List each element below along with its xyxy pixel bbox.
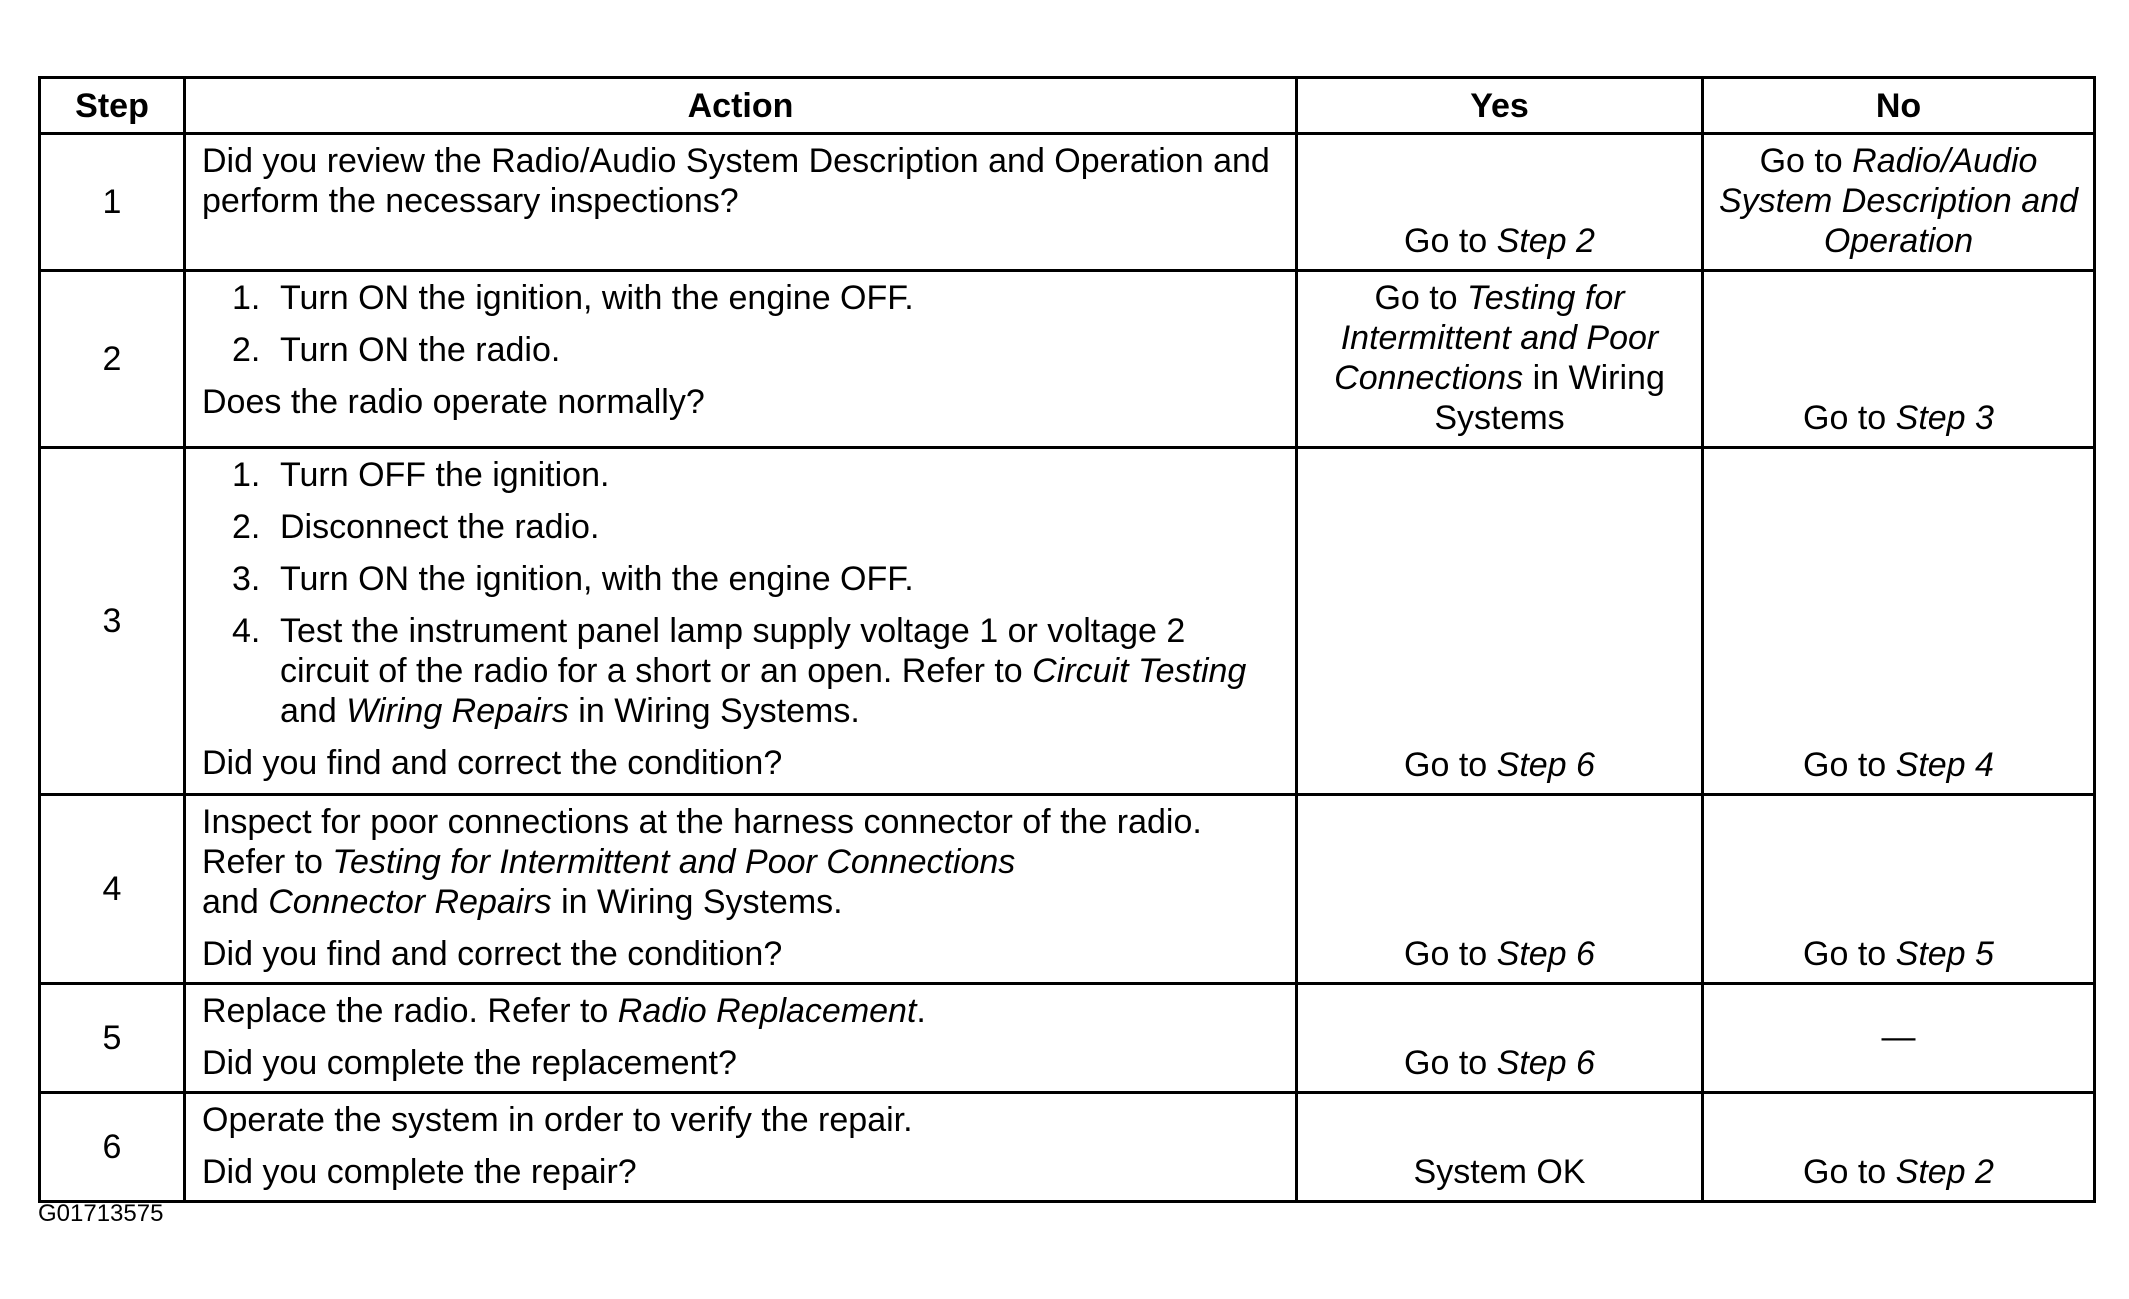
action-cell <box>185 134 1297 271</box>
yes-prefix: Go to <box>1404 1044 1497 1082</box>
diagnostic-table <box>38 76 2096 1203</box>
no-cell <box>1703 1093 2095 1202</box>
yes-prefix: Go to <box>1404 746 1497 784</box>
yes-prefix: Go to <box>1404 222 1497 260</box>
step-number: 1 <box>40 134 185 271</box>
yes-link[interactable]: Testing for Intermittent and Poor Connections <box>1334 279 1659 397</box>
action-cell <box>185 448 1297 795</box>
list-item: 2. Disconnect the radio. <box>232 508 600 546</box>
table-row <box>40 984 2095 1093</box>
yes-cell <box>1297 1093 1703 1202</box>
yes-cell <box>1297 134 1703 271</box>
no-cell <box>1703 134 2095 271</box>
table-row <box>40 271 2095 448</box>
yes-cell <box>1297 448 1703 795</box>
yes-prefix: Go to <box>1374 279 1468 317</box>
list-item: 1. Turn ON the ignition, with the engine OFF. <box>232 279 914 317</box>
action-text: Replace the radio. Refer to Radio Replacement. <box>202 992 926 1030</box>
step-number: 3 <box>40 448 185 795</box>
yes-prefix: Go to <box>1404 935 1497 973</box>
testing-intermittent-link[interactable]: Testing for Intermittent and Poor Connections <box>332 843 1016 881</box>
header-row <box>40 78 2095 134</box>
no-dash: — <box>1881 1018 1916 1056</box>
no-link[interactable]: Step 4 <box>1895 746 1994 784</box>
yes-text: System OK <box>1413 1153 1586 1191</box>
action-text: and Connector Repairs in Wiring Systems. <box>202 883 843 921</box>
action-text: Operate the system in order to verify the repair. <box>202 1101 913 1139</box>
no-prefix: Go to <box>1803 399 1896 437</box>
list-item: 2. Turn ON the radio. <box>232 331 561 369</box>
action-question: Did you complete the replacement? <box>202 1044 737 1082</box>
yes-link[interactable]: Step 2 <box>1496 222 1595 260</box>
action-text: Inspect for poor connections at the harness connector of the radio. <box>202 803 1202 841</box>
list-item: 4. Test the instrument panel lamp supply voltage 1 or voltage 2 circuit of the radio for a short or an open. Refer to Circuit Testing and Wiring Repairs in Wiring Systems. <box>232 612 1247 730</box>
circuit-testing-link[interactable]: Circuit Testing <box>1032 652 1247 690</box>
wiring-repairs-link[interactable]: Wiring Repairs <box>346 692 569 730</box>
table-row <box>40 134 2095 271</box>
action-question: Did you complete the repair? <box>202 1153 637 1191</box>
no-prefix: Go to <box>1803 1153 1896 1191</box>
step-number: 2 <box>40 271 185 448</box>
figure-id: G01713575 <box>38 1200 164 1227</box>
no-prefix: Go to <box>1803 746 1896 784</box>
action-question: Did you find and correct the condition? <box>202 935 783 973</box>
step-number: 5 <box>40 984 185 1093</box>
no-link[interactable]: Step 5 <box>1895 935 1994 973</box>
radio-replacement-link[interactable]: Radio Replacement <box>617 992 917 1030</box>
action-text: Did you review the Radio/Audio System Description and Operation and perform the necessary inspections? <box>202 142 1270 220</box>
header-no: No <box>1703 78 2095 134</box>
no-cell <box>1703 795 2095 984</box>
step-number: 6 <box>40 1093 185 1202</box>
step-number: 4 <box>40 795 185 984</box>
action-question: Does the radio operate normally? <box>202 383 705 421</box>
table-row <box>40 795 2095 984</box>
yes-cell <box>1297 271 1703 448</box>
no-link[interactable]: Step 2 <box>1895 1153 1994 1191</box>
list-item: 1. Turn OFF the ignition. <box>232 456 610 494</box>
action-cell <box>185 795 1297 984</box>
header-step: Step <box>40 78 185 134</box>
action-cell <box>185 1093 1297 1202</box>
no-prefix: Go to <box>1803 935 1896 973</box>
no-link[interactable]: Radio/Audio System Description and Operation <box>1718 142 2079 260</box>
table-row <box>40 448 2095 795</box>
action-text: Refer to Testing for Intermittent and Poor Connections <box>202 843 1016 881</box>
no-prefix: Go to <box>1759 142 1853 180</box>
action-question: Did you find and correct the condition? <box>202 744 783 782</box>
header-yes: Yes <box>1297 78 1703 134</box>
connector-repairs-link[interactable]: Connector Repairs <box>268 883 552 921</box>
yes-cell <box>1297 984 1703 1093</box>
yes-link[interactable]: Step 6 <box>1496 1044 1595 1082</box>
yes-link[interactable]: Step 6 <box>1496 746 1595 784</box>
action-cell <box>185 271 1297 448</box>
table-row <box>40 1093 2095 1202</box>
yes-cell <box>1297 795 1703 984</box>
yes-suffix: in Wiring Systems <box>1434 359 1665 437</box>
header-action: Action <box>185 78 1297 134</box>
action-cell <box>185 984 1297 1093</box>
list-item: 3. Turn ON the ignition, with the engine OFF. <box>232 560 914 598</box>
yes-link[interactable]: Step 6 <box>1496 935 1595 973</box>
no-cell <box>1703 448 2095 795</box>
no-cell <box>1703 984 2095 1093</box>
no-cell <box>1703 271 2095 448</box>
no-link[interactable]: Step 3 <box>1895 399 1994 437</box>
